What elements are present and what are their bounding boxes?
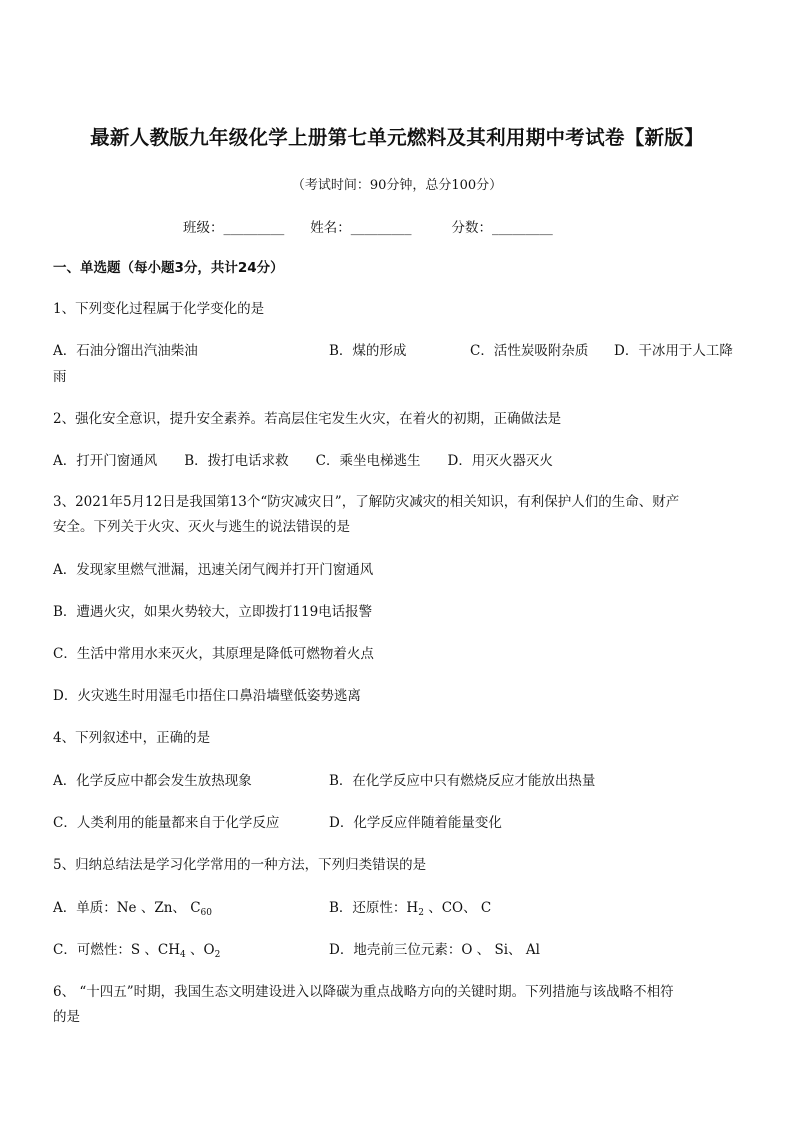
question-1-option-d: D．干冰用于人工降	[614, 343, 733, 359]
option-c-text-mid: 、O	[185, 942, 215, 958]
question-6-stem: 6、 “十四五”时期，我国生态文明建设进入以降碳为重点战略方向的关键时期。下列措施与该战略不相符	[53, 984, 674, 1000]
question-3-option-a: A．发现家里燃气泄漏，迅速关闭气阀并打开门窗通风	[53, 562, 374, 578]
question-5-stem: 5、归纳总结法是学习化学常用的一种方法，下列归类错误的是	[53, 857, 427, 873]
question-1-option-b: B．煤的形成	[329, 343, 407, 359]
option-a-text: A．单质：Ne 、Zn、 C	[53, 900, 201, 916]
question-2-stem: 2、强化安全意识，提升安全素养。若高层住宅发生火灾，在着火的初期，正确做法是	[53, 411, 562, 427]
question-5-option-a	[53, 898, 212, 923]
question-1-option-d-continued: 雨	[53, 369, 67, 385]
question-4-option-d: D．化学反应伴随着能量变化	[329, 815, 502, 831]
section-heading: 一、单选题（每小题3分，共计24分）	[53, 260, 284, 276]
question-5-option-b	[329, 898, 491, 923]
question-3-option-d: D．火灾逃生时用湿毛巾捂住口鼻沿墙壁低姿势逃离	[53, 688, 361, 704]
option-c-text: C．可燃性：S 、CH	[53, 942, 180, 958]
question-6-stem-continued: 的是	[53, 1009, 80, 1025]
question-5-option-c	[53, 940, 220, 965]
subscript: 2	[418, 908, 424, 918]
question-2-options: A．打开门窗通风 B．拨打电话求救 C．乘坐电梯逃生 D．用灭火器灭火	[53, 453, 553, 469]
exam-subtitle: （考试时间：90分钟，总分100分）	[291, 178, 503, 193]
page-title: 最新人教版九年级化学上册第七单元燃料及其利用期中考试卷【新版】	[90, 126, 704, 149]
question-4-option-b: B．在化学反应中只有燃烧反应才能放出热量	[329, 773, 596, 789]
question-3-stem: 3、2021年5月12日是我国第13个“防灾减灾日”，了解防灾减灾的相关知识，有利保护人们的生命、财产	[53, 494, 680, 510]
question-3-option-c: C．生活中常用水来灭火，其原理是降低可燃物着火点	[53, 646, 374, 662]
class-field: 班级：_________	[183, 220, 285, 236]
student-info-row	[183, 216, 553, 236]
subscript: 2	[214, 950, 221, 960]
question-3-option-b: B．遭遇火灾，如果火势较大，立即拨打119电话报警	[53, 604, 373, 620]
question-4-option-c: C．人类利用的能量都来自于化学反应	[53, 815, 280, 831]
score-field: 分数：_________	[451, 220, 553, 236]
question-1-stem: 1、下列变化过程属于化学变化的是	[53, 301, 265, 317]
question-1-option-a: A．石油分馏出汽油柴油	[53, 343, 198, 359]
name-field: 姓名：_________	[310, 220, 412, 236]
question-4-stem: 4、下列叙述中，正确的是	[53, 730, 211, 746]
subscript: 60	[200, 908, 212, 918]
question-5-option-d: D．地壳前三位元素：O 、 Si、 Al	[329, 942, 540, 958]
question-4-option-a: A．化学反应中都会发生放热现象	[53, 773, 252, 789]
option-b-text: B．还原性：H	[329, 900, 419, 916]
question-3-stem-continued: 安全。下列关于火灾、灭火与逃生的说法错误的是	[53, 519, 350, 535]
option-b-text-tail: 、CO、 C	[423, 900, 492, 916]
subscript: 4	[179, 950, 186, 960]
question-1-option-c: C．活性炭吸附杂质	[470, 343, 589, 359]
